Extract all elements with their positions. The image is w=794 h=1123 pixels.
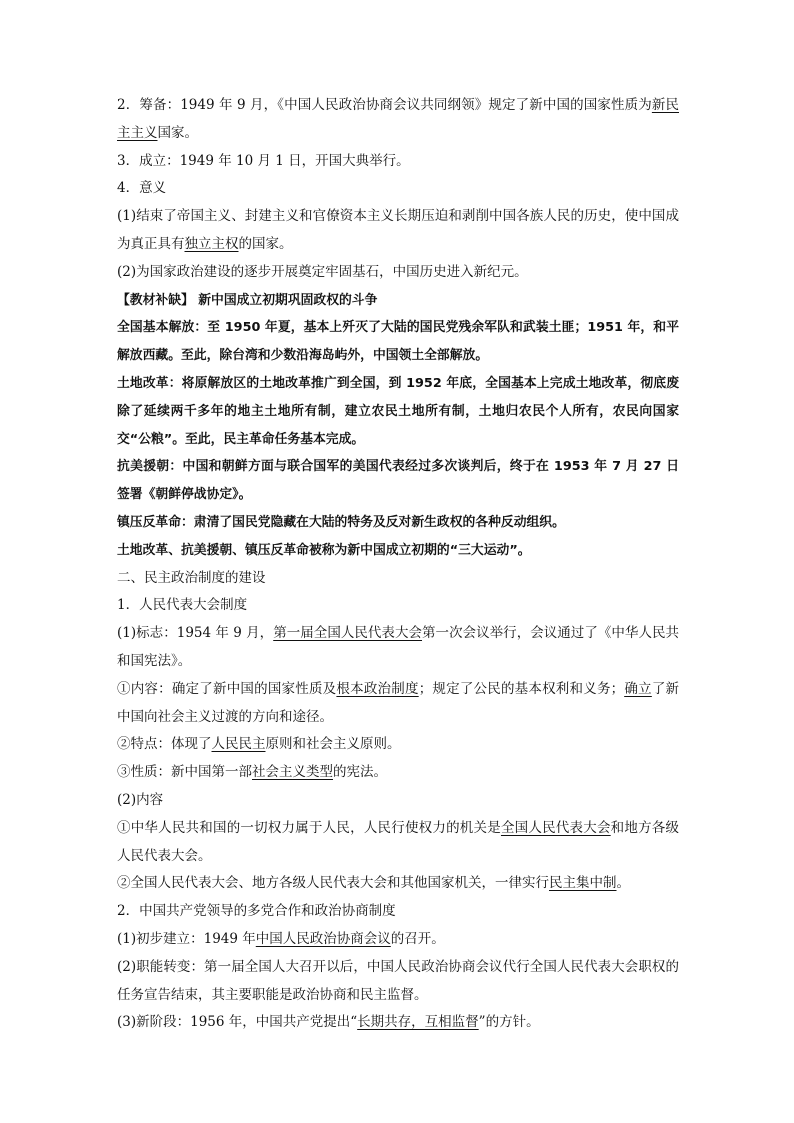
supplement-three-campaigns: 土地改革、抗美援朝、镇压反革命被称为新中国成立初期的“三大运动”。 bbox=[117, 542, 531, 558]
underlined-answer: 长期共存，互相监督 bbox=[357, 1014, 479, 1031]
underlined-answer: 独立主权 bbox=[184, 235, 239, 252]
underlined-answer: 新民主主义 bbox=[117, 97, 679, 141]
underlined-answer: 中国人民政治协商会议 bbox=[255, 930, 391, 947]
paragraph-preparation bbox=[117, 92, 679, 148]
text: 了新中国向社会主义过渡的方向和途径。 bbox=[117, 680, 680, 725]
paragraph-significance-2: (2)为国家政治建设的逐步开展奠定牢固基石，中国历史进入新纪元。 bbox=[117, 263, 528, 280]
paragraph-cppcc-function: (2)职能转变：第一届全国人大召开以后，中国人民政治协商会议代行全国人民代表大会职权的任务宣告结束，其主要职能是政治协商和民主监督。 bbox=[117, 958, 679, 1003]
text: ”的方针。 bbox=[478, 1014, 540, 1031]
supplement-land-reform: 土地改革：将原解放区的土地改革推广到全国，到 1952 年底，全国基本上完成土地改革，彻底废除了延续两千多年的地主土地所有制，建立农民土地所有制，土地归农民个人所有，农民向国家交“公粮”。至此，民主革命任务基本完成。 bbox=[117, 375, 679, 447]
text: ；规定了公民的基本权利和义务； bbox=[418, 680, 625, 697]
section-heading: 二、民主政治制度的建设 bbox=[117, 569, 266, 586]
underlined-answer: 人民民主 bbox=[211, 736, 266, 753]
paragraph-constitution-feature bbox=[117, 731, 679, 759]
paragraph-constitution-content bbox=[117, 676, 679, 732]
underlined-answer: 根本政治制度 bbox=[336, 680, 419, 697]
paragraph-significance-1 bbox=[117, 203, 679, 259]
underlined-answer: 社会主义类型 bbox=[252, 764, 333, 781]
text: ②全国人民代表大会、地方各级人民代表大会和其他国家机关，一律实行 bbox=[117, 875, 549, 892]
paragraph-npc-content-title: (2)内容 bbox=[117, 791, 164, 808]
underlined-answer: 第一届全国人民代表大会 bbox=[273, 625, 423, 642]
paragraph-founding: 3．成立：1949 年 10 月 1 日，开国大典举行。 bbox=[117, 152, 410, 169]
paragraph-cppcc-established bbox=[117, 926, 679, 954]
text: ②特点：体现了 bbox=[117, 736, 212, 753]
text: 原则和社会主义原则。 bbox=[265, 736, 401, 753]
paragraph-npc-sign bbox=[117, 620, 679, 676]
underlined-answer: 民主集中制 bbox=[549, 875, 617, 892]
text: (1)初步建立：1949 年 bbox=[117, 930, 256, 947]
text: ③性质：新中国第一部 bbox=[117, 764, 252, 781]
supplement-heading: 【教材补缺】 新中国成立初期巩固政权的斗争 bbox=[117, 292, 378, 308]
paragraph-significance-title: 4．意义 bbox=[117, 180, 167, 197]
text: 2．筹备：1949 年 9 月，《中国人民政治协商会议共同纲领》规定了新中国的国家性质为 bbox=[117, 97, 652, 113]
text: 和地方各级人民代表大会。 bbox=[117, 819, 680, 864]
topic-heading-npc: 1．人民代表大会制度 bbox=[117, 597, 248, 614]
text: (1)结束了帝国主义、封建主义和官僚资本主义长期压迫和剥削中国各族人民的历史，使中国成为真正具有 bbox=[117, 208, 679, 252]
text: 的国家。 bbox=[238, 235, 293, 252]
underlined-answer: 全国人民代表大会 bbox=[500, 819, 611, 836]
topic-heading-cppcc: 2．中国共产党领导的多党合作和政治协商制度 bbox=[117, 903, 396, 920]
supplement-korean-war: 抗美援朝：中国和朝鲜方面与联合国军的美国代表经过多次谈判后，终于在 1953 年 7 月 27 日签署《朝鲜停战协定》。 bbox=[117, 459, 679, 503]
paragraph-cppcc-new-stage bbox=[117, 1009, 679, 1037]
document-page bbox=[117, 92, 679, 1037]
text: 。 bbox=[616, 875, 630, 892]
text: 第一次会议举行，会议通过了《中华人民共和国宪法》。 bbox=[117, 625, 679, 669]
paragraph-constitution-nature bbox=[117, 759, 679, 787]
supplement-liberation: 全国基本解放：至 1950 年夏，基本上歼灭了大陆的国民党残余军队和武装土匪；1951 年，和平解放西藏。至此，除台湾和少数沿海岛屿外，中国领土全部解放。 bbox=[117, 320, 679, 364]
paragraph-democratic-centralism bbox=[117, 870, 679, 898]
supplement-suppression: 镇压反革命：肃清了国民党隐藏在大陆的特务及反对新生政权的各种反动组织。 bbox=[117, 514, 565, 530]
text: (1)标志：1954 年 9 月， bbox=[117, 625, 274, 642]
underlined-answer: 确立 bbox=[624, 680, 652, 697]
text: ①中华人民共和国的一切权力属于人民，人民行使权力的机关是 bbox=[117, 819, 501, 836]
text: 国家。 bbox=[157, 124, 198, 141]
text: (3)新阶段：1956 年，中国共产党提出“ bbox=[117, 1014, 358, 1031]
text: 的召开。 bbox=[390, 930, 445, 947]
text: ①内容：确定了新中国的国家性质及 bbox=[117, 680, 337, 697]
paragraph-power-to-people bbox=[117, 815, 679, 871]
text: 的宪法。 bbox=[333, 764, 387, 781]
